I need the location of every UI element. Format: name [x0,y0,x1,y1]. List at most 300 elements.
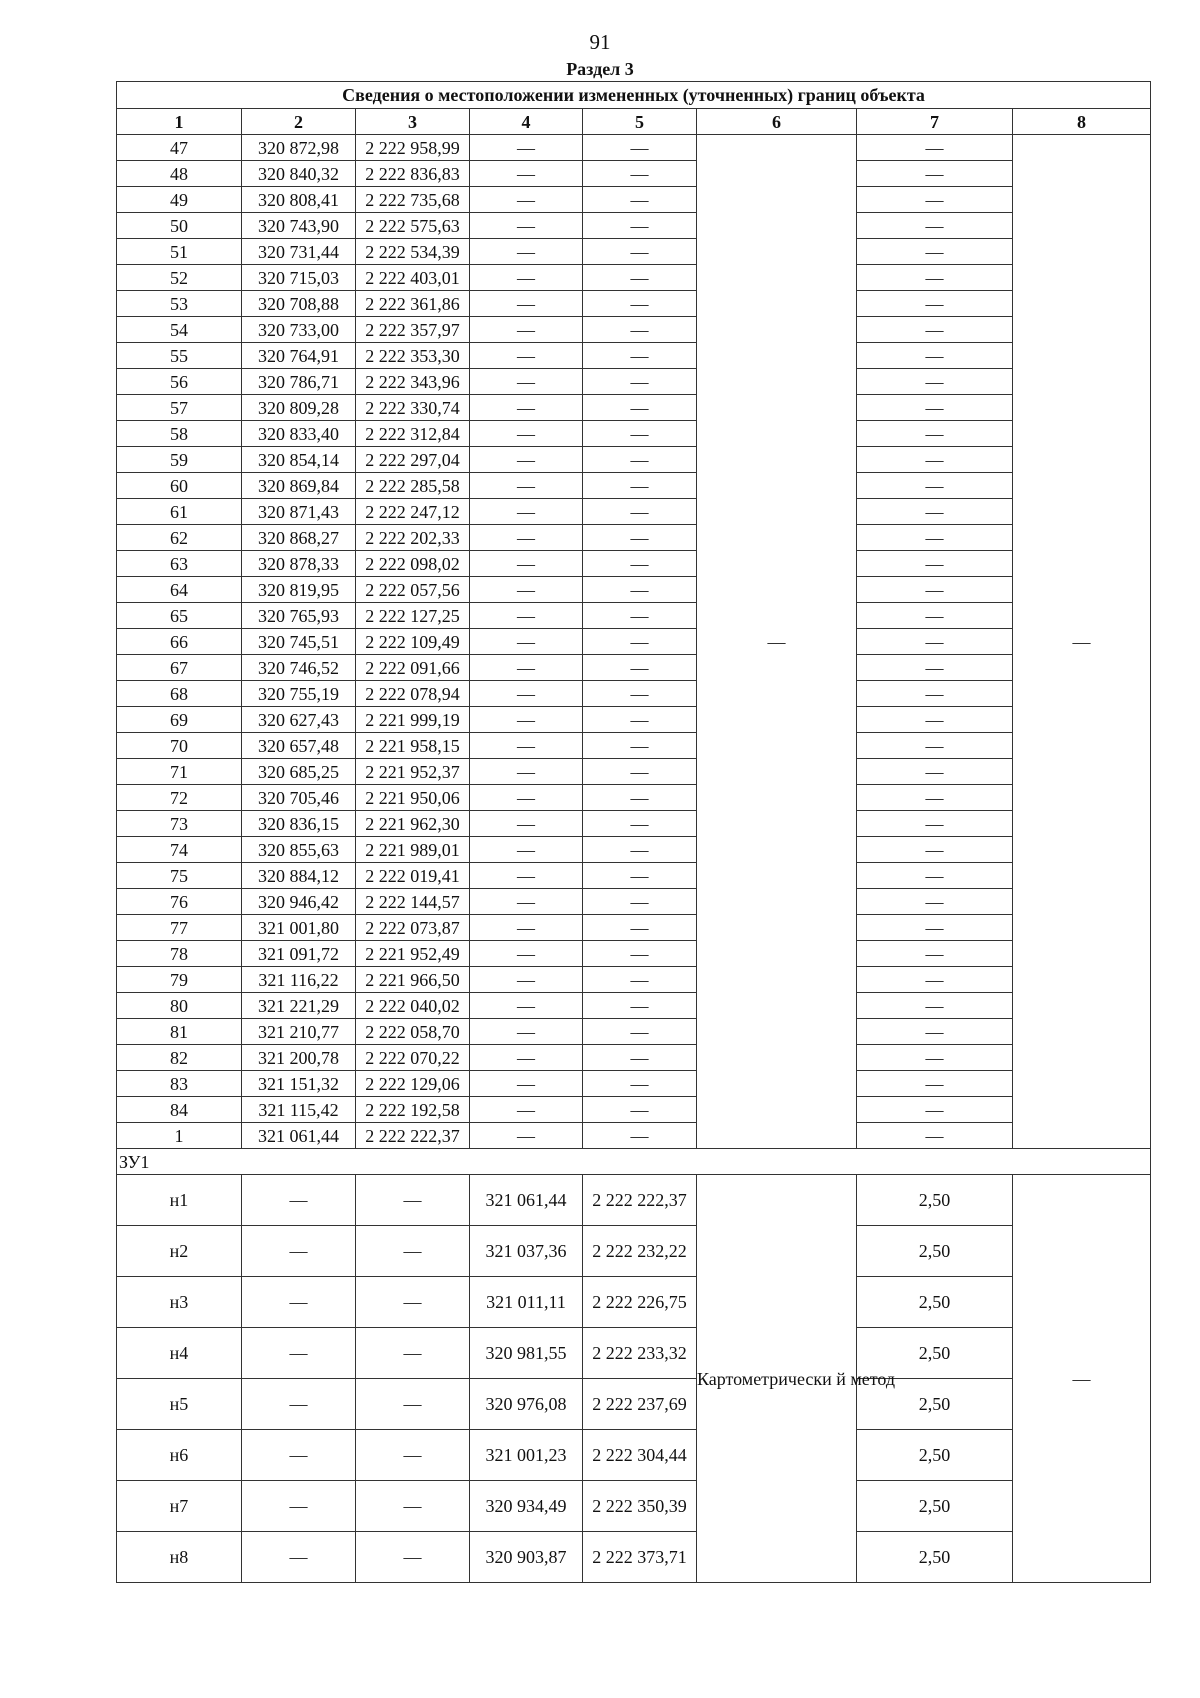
coord-y-old: — [356,1430,470,1481]
accuracy-cell: — [857,1123,1013,1149]
coord-y-old: 2 221 999,19 [356,707,470,733]
point-number: 61 [117,499,242,525]
coord-x-old: 320 868,27 [242,525,356,551]
coord-x-old: — [242,1277,356,1328]
coord-y-new: 2 222 373,71 [583,1532,697,1583]
coord-y-old: 2 222 091,66 [356,655,470,681]
coord-y-new: — [583,395,697,421]
point-number: н8 [117,1532,242,1583]
table-row [117,915,1151,941]
coord-y-new: — [583,343,697,369]
coord-x-old: 321 091,72 [242,941,356,967]
table-row [117,499,1151,525]
column-header-row [117,109,1151,135]
point-number: 78 [117,941,242,967]
point-number: 68 [117,681,242,707]
point-number: 70 [117,733,242,759]
table-row [117,213,1151,239]
accuracy-cell: — [857,447,1013,473]
point-number: 84 [117,1097,242,1123]
table-row [117,1481,1151,1532]
table-row [117,733,1151,759]
coord-x-old: 321 200,78 [242,1045,356,1071]
accuracy-cell: 2,50 [857,1226,1013,1277]
point-number: н4 [117,1328,242,1379]
coord-x-old: — [242,1532,356,1583]
point-number: н1 [117,1175,242,1226]
table-row [117,369,1151,395]
coord-x-old: 321 221,29 [242,993,356,1019]
point-number: 69 [117,707,242,733]
coord-x-new: 321 061,44 [470,1175,583,1226]
coord-y-old: 2 222 144,57 [356,889,470,915]
table-row [117,785,1151,811]
coord-x-new: 321 001,23 [470,1430,583,1481]
accuracy-cell: 2,50 [857,1277,1013,1328]
accuracy-cell: 2,50 [857,1379,1013,1430]
coord-x-new: — [470,369,583,395]
coord-y-new: — [583,785,697,811]
accuracy-cell: — [857,187,1013,213]
coord-y-new: — [583,993,697,1019]
table-row [117,863,1151,889]
coord-x-new: — [470,967,583,993]
coord-x-old: 320 731,44 [242,239,356,265]
coord-x-old: 320 755,19 [242,681,356,707]
coord-x-new: — [470,733,583,759]
table-body [117,82,1151,1583]
coord-x-new: — [470,1071,583,1097]
coord-y-new: — [583,967,697,993]
coord-x-old: 320 685,25 [242,759,356,785]
accuracy-cell: — [857,291,1013,317]
table-row [117,525,1151,551]
coord-x-old: 320 705,46 [242,785,356,811]
coord-y-old: 2 221 958,15 [356,733,470,759]
point-number: 75 [117,863,242,889]
table-row [117,447,1151,473]
point-number: 74 [117,837,242,863]
table-row [117,161,1151,187]
coord-y-old: 2 222 330,74 [356,395,470,421]
point-number: 51 [117,239,242,265]
coord-x-new: — [470,421,583,447]
coord-y-new: — [583,837,697,863]
table-row [117,1045,1151,1071]
accuracy-cell: — [857,343,1013,369]
accuracy-cell: — [857,525,1013,551]
accuracy-cell: — [857,863,1013,889]
coord-x-old: — [242,1379,356,1430]
table-row [117,759,1151,785]
coord-x-old: 321 210,77 [242,1019,356,1045]
coord-x-new: — [470,447,583,473]
point-number: н7 [117,1481,242,1532]
accuracy-cell: — [857,1097,1013,1123]
coord-y-old: 2 222 057,56 [356,577,470,603]
point-number: 62 [117,525,242,551]
column-header: 4 [470,109,583,135]
point-number: н6 [117,1430,242,1481]
point-number: 73 [117,811,242,837]
coord-x-new: — [470,135,583,161]
coord-y-old: 2 221 966,50 [356,967,470,993]
accuracy-cell: — [857,1019,1013,1045]
point-number: 58 [117,421,242,447]
point-number: 64 [117,577,242,603]
table-row [117,1328,1151,1379]
coord-y-old: 2 222 575,63 [356,213,470,239]
coord-x-new: — [470,863,583,889]
coord-y-old: 2 222 129,06 [356,1071,470,1097]
table-row [117,577,1151,603]
coord-x-new: — [470,785,583,811]
coord-x-old: 320 746,52 [242,655,356,681]
table-row [117,681,1151,707]
table-row [117,1123,1151,1149]
point-number: 65 [117,603,242,629]
coord-y-new: — [583,863,697,889]
coord-y-new: — [583,603,697,629]
coord-x-new: — [470,551,583,577]
coord-x-new: 320 934,49 [470,1481,583,1532]
table-row [117,187,1151,213]
coord-y-new: — [583,265,697,291]
coord-y-new: — [583,317,697,343]
coord-y-old: 2 222 285,58 [356,473,470,499]
coord-y-new: — [583,655,697,681]
point-number: 79 [117,967,242,993]
coord-y-old: 2 222 019,41 [356,863,470,889]
coord-x-old: 320 946,42 [242,889,356,915]
coord-x-old: 320 765,93 [242,603,356,629]
coord-y-new: — [583,161,697,187]
point-number: 48 [117,161,242,187]
column-header: 8 [1013,109,1151,135]
accuracy-cell: — [857,161,1013,187]
point-number: 52 [117,265,242,291]
coord-x-old: 320 833,40 [242,421,356,447]
coord-x-new: — [470,759,583,785]
coord-y-old: 2 222 070,22 [356,1045,470,1071]
point-number: 60 [117,473,242,499]
coord-x-new: — [470,395,583,421]
table-row [117,239,1151,265]
coord-y-old: — [356,1481,470,1532]
point-number: 47 [117,135,242,161]
section-label: Раздел 3 [566,59,634,79]
coord-y-new: — [583,915,697,941]
coord-y-old: 2 222 109,49 [356,629,470,655]
coord-x-new: — [470,1097,583,1123]
table-row [117,1071,1151,1097]
table-row [117,1277,1151,1328]
coord-y-new: — [583,1071,697,1097]
method-cell: Картометрически й метод [697,1175,857,1583]
table-row [117,291,1151,317]
coord-x-old: 320 786,71 [242,369,356,395]
coord-x-new: — [470,889,583,915]
coord-y-old: 2 222 836,83 [356,161,470,187]
coord-x-old: 320 819,95 [242,577,356,603]
coord-x-new: — [470,681,583,707]
coord-x-old: 320 745,51 [242,629,356,655]
coord-y-old: — [356,1379,470,1430]
accuracy-cell: — [857,889,1013,915]
coord-x-old: 321 061,44 [242,1123,356,1149]
point-number: 80 [117,993,242,1019]
table-row [117,1097,1151,1123]
table-row [117,629,1151,655]
column-header: 6 [697,109,857,135]
coord-y-old: 2 222 735,68 [356,187,470,213]
coord-y-new: — [583,551,697,577]
coord-y-old: — [356,1175,470,1226]
coord-x-new: — [470,317,583,343]
coord-x-old: 320 872,98 [242,135,356,161]
table-row [117,603,1151,629]
accuracy-cell: — [857,837,1013,863]
point-number: 50 [117,213,242,239]
coord-x-old: 320 871,43 [242,499,356,525]
coord-x-old: 320 715,03 [242,265,356,291]
coord-y-new: — [583,525,697,551]
coord-x-old: 320 884,12 [242,863,356,889]
coord-x-new: — [470,707,583,733]
coord-y-new: — [583,941,697,967]
table-row [117,395,1151,421]
coord-x-old: 320 764,91 [242,343,356,369]
table-row [117,265,1151,291]
coord-x-new: — [470,291,583,317]
coord-y-new: — [583,811,697,837]
coord-x-new: 320 981,55 [470,1328,583,1379]
coord-x-new: — [470,239,583,265]
coord-y-old: 2 221 962,30 [356,811,470,837]
point-number: н3 [117,1277,242,1328]
accuracy-cell: — [857,733,1013,759]
table-row [117,811,1151,837]
table-row [117,1226,1151,1277]
coord-x-new: 321 011,11 [470,1277,583,1328]
coord-y-new: — [583,1097,697,1123]
point-number: 66 [117,629,242,655]
accuracy-cell: — [857,1071,1013,1097]
coord-y-new: — [583,291,697,317]
table-row [117,1532,1151,1583]
coord-x-old: 320 708,88 [242,291,356,317]
accuracy-cell: — [857,655,1013,681]
table-row [117,421,1151,447]
coord-y-old: — [356,1532,470,1583]
coord-x-new: — [470,213,583,239]
accuracy-cell: 2,50 [857,1328,1013,1379]
accuracy-cell: 2,50 [857,1430,1013,1481]
table-row [117,655,1151,681]
coord-x-old: 320 743,90 [242,213,356,239]
coord-x-new: 320 976,08 [470,1379,583,1430]
coord-y-old: 2 222 073,87 [356,915,470,941]
point-number: 56 [117,369,242,395]
coord-y-old: 2 222 958,99 [356,135,470,161]
coord-x-old: 320 854,14 [242,447,356,473]
coord-y-new: — [583,239,697,265]
coord-y-new: — [583,733,697,759]
coord-y-old: — [356,1226,470,1277]
coord-y-new: 2 222 237,69 [583,1379,697,1430]
coord-y-new: — [583,421,697,447]
description-cell: — [1013,1175,1151,1583]
coord-x-new: — [470,525,583,551]
page-number: 91 [589,30,611,54]
coord-y-old: 2 222 058,70 [356,1019,470,1045]
table-row [117,317,1151,343]
accuracy-cell: — [857,603,1013,629]
point-number: 72 [117,785,242,811]
coord-y-old: 2 221 952,49 [356,941,470,967]
coord-y-new: — [583,213,697,239]
column-header: 3 [356,109,470,135]
coord-x-old: 320 840,32 [242,161,356,187]
table-row [117,837,1151,863]
accuracy-cell: — [857,135,1013,161]
column-header: 2 [242,109,356,135]
coord-x-new: — [470,1045,583,1071]
table-row [117,889,1151,915]
coord-x-new: — [470,837,583,863]
coord-x-old: — [242,1481,356,1532]
coord-x-old: 321 001,80 [242,915,356,941]
coord-x-new: — [470,577,583,603]
coord-x-old: 321 115,42 [242,1097,356,1123]
coord-y-old: 2 222 202,33 [356,525,470,551]
coord-x-new: 321 037,36 [470,1226,583,1277]
column-header: 1 [117,109,242,135]
table-row [117,135,1151,161]
coord-y-old: 2 221 950,06 [356,785,470,811]
accuracy-cell: — [857,369,1013,395]
accuracy-cell: 2,50 [857,1481,1013,1532]
accuracy-cell: — [857,499,1013,525]
accuracy-cell: — [857,759,1013,785]
table-row [117,967,1151,993]
accuracy-cell: — [857,265,1013,291]
accuracy-cell: — [857,473,1013,499]
coord-x-new: — [470,915,583,941]
accuracy-cell: — [857,811,1013,837]
coord-x-old: — [242,1175,356,1226]
table-row [117,1379,1151,1430]
accuracy-cell: — [857,577,1013,603]
accuracy-cell: — [857,213,1013,239]
point-number: 71 [117,759,242,785]
coord-x-old: — [242,1430,356,1481]
table-row [117,707,1151,733]
coord-y-old: 2 222 127,25 [356,603,470,629]
coord-y-old: 2 222 078,94 [356,681,470,707]
coord-x-old: — [242,1226,356,1277]
coord-y-new: — [583,135,697,161]
coord-y-old: 2 222 357,97 [356,317,470,343]
description-cell: — [1013,135,1151,1149]
accuracy-cell: — [857,681,1013,707]
point-number: 49 [117,187,242,213]
coord-x-new: — [470,161,583,187]
accuracy-cell: — [857,317,1013,343]
coord-x-old: — [242,1328,356,1379]
coord-x-old: 320 878,33 [242,551,356,577]
coord-x-old: 321 116,22 [242,967,356,993]
coord-x-new: — [470,1123,583,1149]
table-row [117,1175,1151,1226]
accuracy-cell: — [857,967,1013,993]
coord-y-old: — [356,1328,470,1379]
coord-y-new: — [583,447,697,473]
table-row [117,343,1151,369]
accuracy-cell: — [857,993,1013,1019]
table-row [117,551,1151,577]
accuracy-cell: — [857,629,1013,655]
coord-y-old: 2 222 361,86 [356,291,470,317]
coord-x-new: 320 903,87 [470,1532,583,1583]
coord-y-old: — [356,1277,470,1328]
coord-y-new: — [583,707,697,733]
coord-y-old: 2 222 247,12 [356,499,470,525]
coord-x-old: 320 809,28 [242,395,356,421]
accuracy-cell: — [857,551,1013,577]
accuracy-cell: — [857,915,1013,941]
coord-x-new: — [470,941,583,967]
coord-y-new: 2 222 233,32 [583,1328,697,1379]
accuracy-cell: 2,50 [857,1175,1013,1226]
coord-y-new: — [583,889,697,915]
table-title: Сведения о местоположении измененных (уточненных) границ объекта [117,82,1151,109]
coord-x-old: 320 855,63 [242,837,356,863]
coord-x-new: — [470,265,583,291]
coord-y-new: 2 222 222,37 [583,1175,697,1226]
coord-y-new: 2 222 350,39 [583,1481,697,1532]
coord-y-old: 2 222 222,37 [356,1123,470,1149]
coord-x-new: — [470,187,583,213]
accuracy-cell: 2,50 [857,1532,1013,1583]
coord-y-old: 2 222 403,01 [356,265,470,291]
point-number: 57 [117,395,242,421]
group-label: ЗУ1 [117,1149,1151,1175]
coord-y-new: — [583,499,697,525]
coord-x-old: 320 657,48 [242,733,356,759]
coord-y-old: 2 221 989,01 [356,837,470,863]
coord-x-new: — [470,499,583,525]
point-number: 1 [117,1123,242,1149]
coord-y-old: 2 222 353,30 [356,343,470,369]
coord-y-new: — [583,369,697,395]
coord-y-new: — [583,681,697,707]
point-number: 77 [117,915,242,941]
accuracy-cell: — [857,1045,1013,1071]
table-row [117,941,1151,967]
point-number: 59 [117,447,242,473]
point-number: 82 [117,1045,242,1071]
accuracy-cell: — [857,941,1013,967]
coord-y-new: — [583,473,697,499]
coord-x-new: — [470,811,583,837]
coord-x-new: — [470,993,583,1019]
coord-y-new: — [583,1019,697,1045]
coord-y-old: 2 222 192,58 [356,1097,470,1123]
coord-y-new: — [583,629,697,655]
coord-y-new: — [583,1123,697,1149]
coord-y-new: — [583,577,697,603]
